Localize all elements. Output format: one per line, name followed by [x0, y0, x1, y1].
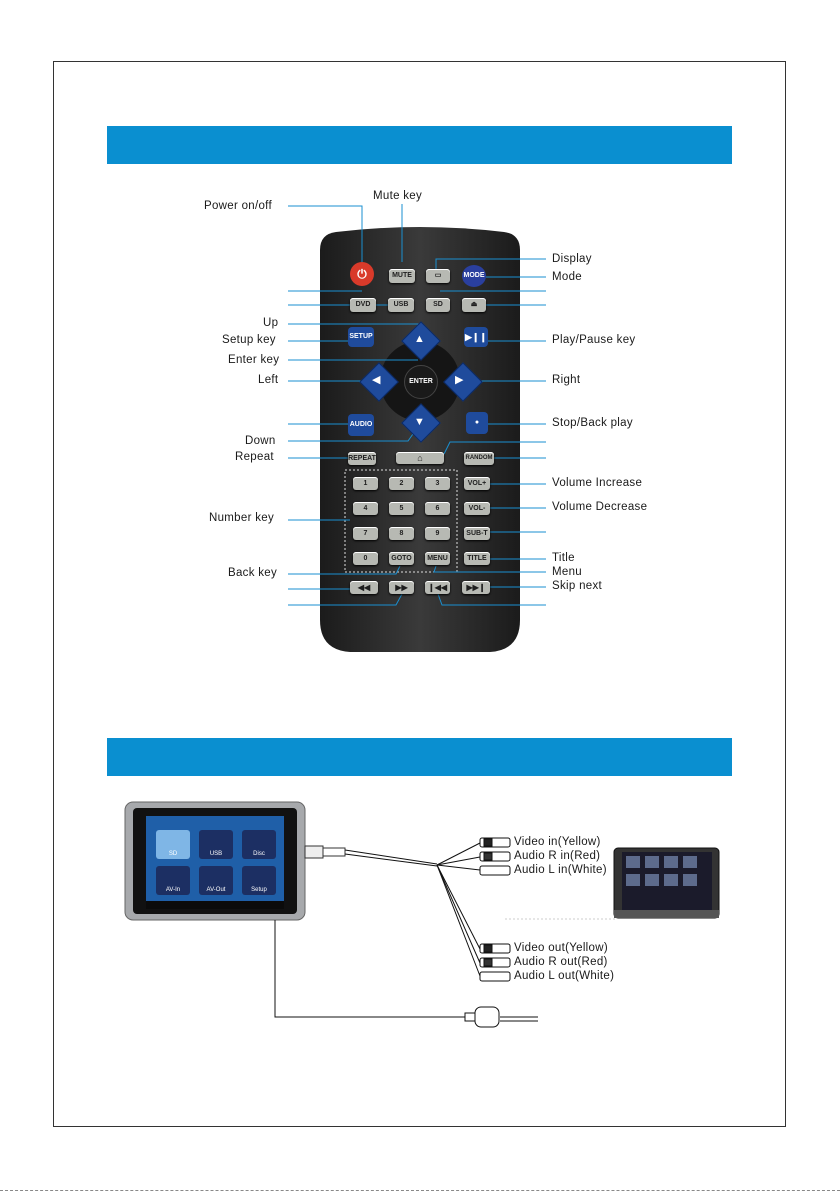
tile-av-out[interactable]: AV-Out [199, 866, 233, 895]
tile-usb[interactable]: USB [199, 830, 233, 859]
tile-av-in[interactable]: AV-In [156, 866, 190, 895]
tile-sd[interactable]: SD [156, 830, 190, 859]
label-audio-l-out: Audio L out(White) [514, 970, 615, 982]
label-audio-r-in: Audio R in(Red) [514, 850, 601, 862]
label-up: Up [263, 317, 279, 329]
label-vol-down: Volume Decrease [552, 501, 648, 513]
number-key-8[interactable]: 8 [389, 527, 414, 540]
repeat-button[interactable]: REPEAT [348, 452, 376, 465]
label-mode: Mode [552, 271, 582, 283]
skip-prev-button[interactable]: ❙◀◀ [425, 581, 450, 594]
label-power: Power on/off [204, 200, 272, 212]
label-play-pause: Play/Pause key [552, 334, 636, 346]
cut-line [0, 1190, 840, 1191]
sd-button[interactable]: SD [426, 298, 450, 312]
number-key-2[interactable]: 2 [389, 477, 414, 490]
setup-button[interactable]: SETUP [348, 327, 374, 347]
label-title: Title [552, 552, 575, 564]
enter-button[interactable]: ENTER [404, 365, 438, 399]
power-button[interactable]: ⏻ [350, 262, 374, 286]
rewind-button[interactable]: ◀◀ [350, 581, 378, 594]
label-enter: Enter key [228, 354, 280, 366]
fast-forward-button[interactable]: ▶▶ [389, 581, 414, 594]
number-key-6[interactable]: 6 [425, 502, 450, 515]
monitor-plug [305, 846, 323, 858]
right-arrow-icon: ▶ [455, 374, 464, 386]
left-arrow-icon: ◀ [372, 374, 381, 386]
goto-button[interactable]: GOTO [389, 552, 414, 565]
label-back: Back key [228, 567, 278, 579]
random-button[interactable]: RANDOM [464, 452, 494, 465]
label-repeat: Repeat [235, 451, 274, 463]
down-arrow-icon: ▼ [414, 416, 425, 428]
vol-plus-button[interactable]: VOL+ [464, 477, 490, 490]
dvd-button[interactable]: DVD [350, 298, 376, 312]
label-video-in: Video in(Yellow) [514, 836, 601, 848]
tile-setup[interactable]: Setup [242, 866, 276, 895]
label-stop: Stop/Back play [552, 417, 633, 429]
mode-button[interactable]: MODE [462, 265, 486, 287]
number-key-0[interactable]: 0 [353, 552, 378, 565]
label-left: Left [258, 374, 279, 386]
skip-next-button[interactable]: ▶▶❙ [462, 581, 490, 594]
label-setup: Setup key [222, 334, 276, 346]
title-button[interactable]: TITLE [464, 552, 490, 565]
sub-t-button[interactable]: SUB-T [464, 527, 490, 540]
home-button[interactable]: ⌂ [396, 452, 444, 464]
label-mute: Mute key [373, 190, 423, 202]
label-down: Down [245, 435, 276, 447]
number-key-9[interactable]: 9 [425, 527, 450, 540]
label-menu: Menu [552, 566, 582, 578]
label-vol-up: Volume Increase [552, 477, 643, 489]
number-key-5[interactable]: 5 [389, 502, 414, 515]
label-audio-l-in: Audio L in(White) [514, 864, 607, 876]
tile-disc[interactable]: Disc [242, 830, 276, 859]
number-key-1[interactable]: 1 [353, 477, 378, 490]
label-video-out: Video out(Yellow) [514, 942, 608, 954]
stop-button[interactable]: ● [466, 412, 488, 434]
display-button[interactable]: ▭ [426, 269, 450, 283]
mute-button[interactable]: MUTE [389, 269, 415, 283]
label-right: Right [552, 374, 581, 386]
menu-button[interactable]: MENU [425, 552, 450, 565]
audio-button[interactable]: AUDIO [348, 414, 374, 436]
number-key-4[interactable]: 4 [353, 502, 378, 515]
up-arrow-icon: ▲ [414, 333, 425, 345]
label-audio-r-out: Audio R out(Red) [514, 956, 608, 968]
label-number: Number key [209, 512, 274, 524]
rca-plugs [480, 838, 510, 981]
number-key-3[interactable]: 3 [425, 477, 450, 490]
usb-button[interactable]: USB [388, 298, 414, 312]
power-adapter [475, 1007, 499, 1027]
label-skip-next: Skip next [552, 580, 603, 592]
label-display: Display [552, 253, 592, 265]
number-key-7[interactable]: 7 [353, 527, 378, 540]
vol-minus-button[interactable]: VOL- [464, 502, 490, 515]
eject-button[interactable]: ⏏ [462, 298, 486, 312]
play-pause-button[interactable]: ▶❙❙ [464, 327, 488, 347]
